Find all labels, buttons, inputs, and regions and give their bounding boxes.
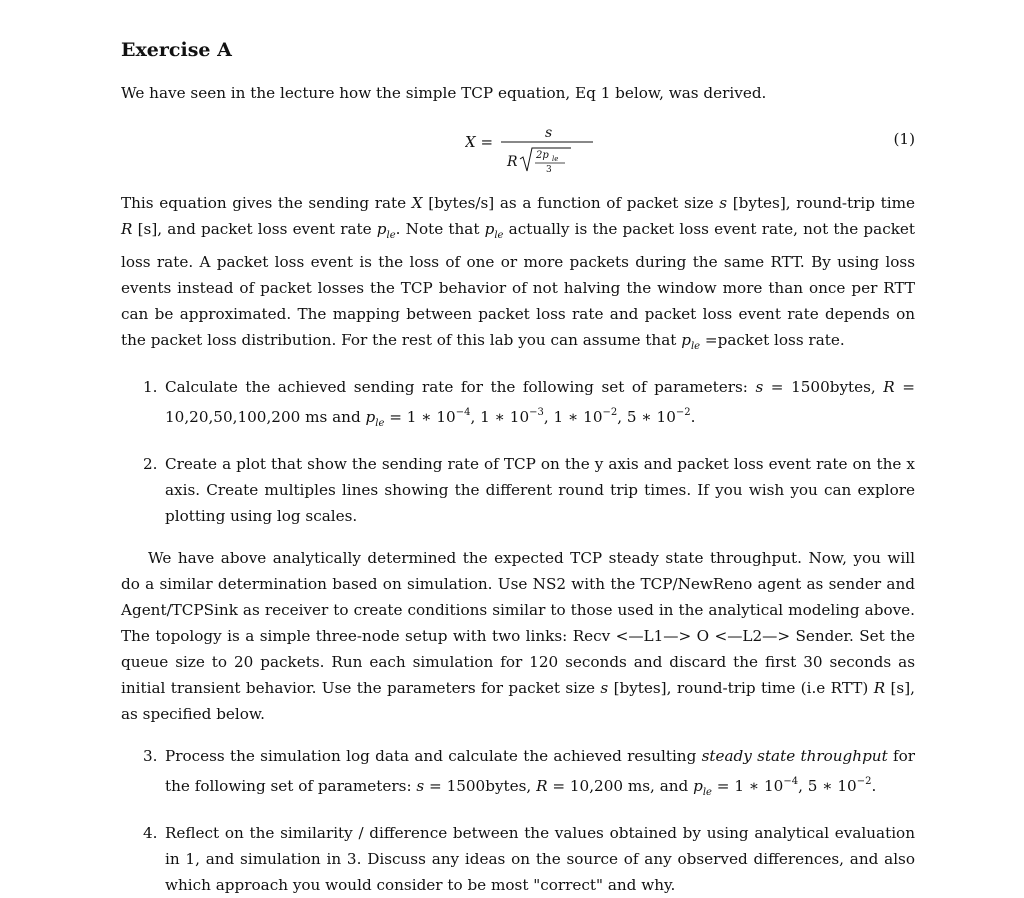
intro-paragraph: We have seen in the lecture how the simple TCP equation, Eq 1 below, was derived.	[121, 84, 767, 102]
explanation-paragraph: This equation gives the sending rate X [bytes/s] as a function of packet size s [bytes], round-trip time R [s], and packet loss event rate $p_{le}$. Note that $p_{le}$ actually is the packet loss event rate, not the packet loss rate. A packet loss event is the loss of one or more packets during the same RTT. By using loss events instead of packet losses the TCP behavior of not halving the window more than once per RTT can be approximated. The mapping between packet loss rate and packet loss event rate depends on the packet loss distribution. For the rest of this lab you can assume that $p_{le}$ =packet loss rate.	[121, 194, 916, 352]
task-list-a	[121, 374, 915, 529]
list-item: 3. Process the simulation log data and calculate the achieved resulting steady state throughput for the following set of parameters: s = 1500bytes, R = 10,200 ms, and $p_{le} = 1$ ∗ $10^{-4}$, 5 ∗ $10^{-2}$.	[143, 747, 915, 798]
eq-lhs: X =	[465, 133, 494, 151]
eq-radicand-sub: le	[552, 155, 559, 163]
list-item: 2. Create a plot that show the sending rate of TCP on the y axis and packet loss event rate on the x axis. Create multiples lines showing the different round trip times. If you wish you can explore plotting using log scales.	[143, 455, 915, 525]
equation-number: (1)	[893, 130, 915, 148]
list-item: 4. Reflect on the similarity / difference between the values obtained by using analytical evaluation in 1, and simulation in 3. Discuss any ideas on the source of any observed differences, and also which approach you would consider to be most "correct" and why.	[143, 824, 915, 894]
list-item: 1. Calculate the achieved sending rate for the following set of parameters: s = 1500bytes, R = 10,20,50,100,200 ms and $p_{le} = 1$ ∗ $10^{-4}$, 1 ∗ $10^{-3}$, 1 ∗ $10^{-2}$, 5 ∗ $10^{-2}$.	[143, 378, 916, 429]
document-page	[121, 30, 915, 898]
eq-numerator: s	[545, 125, 553, 141]
eq-radicand-num: 2p	[536, 150, 549, 161]
tcp-equation	[465, 116, 605, 180]
equation-block	[121, 114, 915, 184]
eq-radicand-den: 3	[546, 165, 552, 175]
simulation-paragraph: We have above analytically determined the expected TCP steady state throughput. Now, you will do a similar determination based on simulation. Use NS2 with the TCP/NewReno agent as sender and Agent/TCPSink as receiver to create conditions similar to those used in the analytical modeling above. The topology is a simple three-node setup with two links: Recv <—L1—> O <—L2—> Sender. Set the queue size to 20 packets. Run each simulation for 120 seconds and discard the first 30 seconds as initial transient behavior. Use the parameters for packet size s [bytes], round-trip time (i.e RTT) R [s], as specified below.	[121, 549, 915, 723]
task-list-b	[121, 743, 915, 898]
eq-denominator-r: R	[507, 154, 518, 170]
exercise-title: Exercise A	[121, 39, 232, 61]
